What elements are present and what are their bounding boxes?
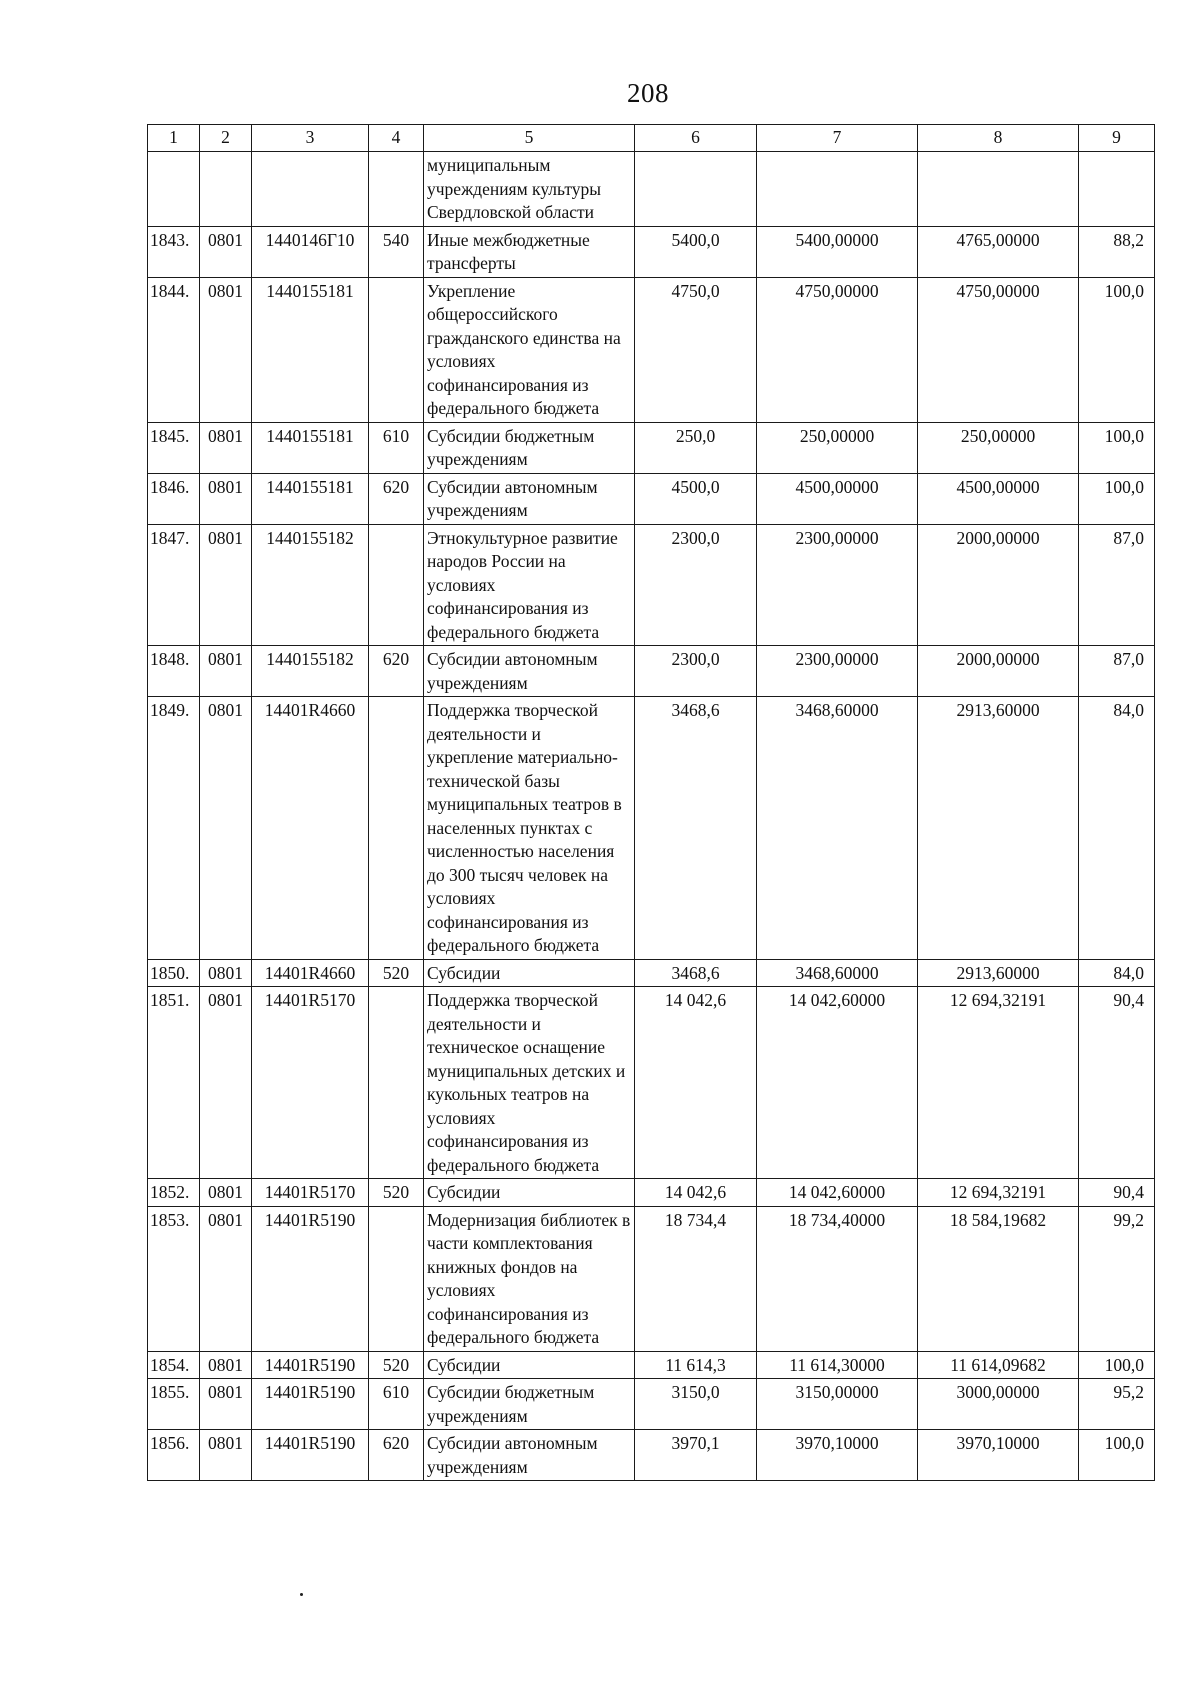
row-number-cell: 1848.: [148, 646, 200, 697]
header-row: [148, 125, 1155, 152]
expense-type-cell: 620: [369, 473, 424, 524]
table-row: [148, 152, 1155, 227]
refined-amount-cell: 3150,00000: [757, 1379, 918, 1430]
expense-type-cell: 620: [369, 646, 424, 697]
percent-cell: 100,0: [1079, 1351, 1155, 1379]
percent-cell: 87,0: [1079, 524, 1155, 646]
description-cell: Иные межбюджетные трансферты: [424, 226, 635, 277]
planned-amount-cell: 4750,0: [635, 277, 757, 422]
refined-amount-cell: 3468,60000: [757, 959, 918, 987]
percent-cell: 100,0: [1079, 422, 1155, 473]
planned-amount-cell: 14 042,6: [635, 987, 757, 1179]
planned-amount-cell: 250,0: [635, 422, 757, 473]
refined-amount-cell: 11 614,30000: [757, 1351, 918, 1379]
executed-amount-cell: 2000,00000: [918, 524, 1079, 646]
executed-amount-cell: 4750,00000: [918, 277, 1079, 422]
description-cell: Поддержка творческой деятельности и укрепление материально-технической базы муниципальных театров в населенных пунктах с численностью населения до 300 тысяч человек на условиях софинансирования из федерального бюджета: [424, 697, 635, 960]
column-header: 1: [148, 125, 200, 152]
target-article-cell: 1440155182: [252, 646, 369, 697]
executed-amount-cell: 4765,00000: [918, 226, 1079, 277]
table-row: [148, 277, 1155, 422]
planned-amount-cell: 3468,6: [635, 959, 757, 987]
description-cell: Субсидии бюджетным учреждениям: [424, 422, 635, 473]
expense-type-cell: [369, 152, 424, 227]
section-code-cell: 0801: [200, 646, 252, 697]
percent-cell: 95,2: [1079, 1379, 1155, 1430]
row-number-cell: 1843.: [148, 226, 200, 277]
description-cell: Субсидии: [424, 959, 635, 987]
executed-amount-cell: 250,00000: [918, 422, 1079, 473]
percent-cell: 84,0: [1079, 959, 1155, 987]
refined-amount-cell: 2300,00000: [757, 524, 918, 646]
table-row: [148, 473, 1155, 524]
executed-amount-cell: 11 614,09682: [918, 1351, 1079, 1379]
column-header: 9: [1079, 125, 1155, 152]
table-row: [148, 697, 1155, 960]
executed-amount-cell: [918, 152, 1079, 227]
table-row: [148, 226, 1155, 277]
percent-cell: 87,0: [1079, 646, 1155, 697]
target-article-cell: 14401R4660: [252, 959, 369, 987]
section-code-cell: 0801: [200, 1379, 252, 1430]
refined-amount-cell: 5400,00000: [757, 226, 918, 277]
table-body: [148, 152, 1155, 1481]
executed-amount-cell: 18 584,19682: [918, 1206, 1079, 1351]
description-cell: Субсидии автономным учреждениям: [424, 646, 635, 697]
expense-type-cell: 610: [369, 1379, 424, 1430]
target-article-cell: 14401R4660: [252, 697, 369, 960]
refined-amount-cell: 14 042,60000: [757, 1179, 918, 1207]
table-row: [148, 1206, 1155, 1351]
description-cell: Субсидии бюджетным учреждениям: [424, 1379, 635, 1430]
percent-cell: 84,0: [1079, 697, 1155, 960]
executed-amount-cell: 4500,00000: [918, 473, 1079, 524]
table-row: [148, 1179, 1155, 1207]
row-number-cell: 1855.: [148, 1379, 200, 1430]
section-code-cell: 0801: [200, 1206, 252, 1351]
executed-amount-cell: 12 694,32191: [918, 987, 1079, 1179]
planned-amount-cell: 5400,0: [635, 226, 757, 277]
column-header: 2: [200, 125, 252, 152]
page-number: 208: [627, 78, 669, 108]
refined-amount-cell: 2300,00000: [757, 646, 918, 697]
section-code-cell: 0801: [200, 959, 252, 987]
expense-type-cell: [369, 987, 424, 1179]
refined-amount-cell: 3468,60000: [757, 697, 918, 960]
section-code-cell: 0801: [200, 1351, 252, 1379]
planned-amount-cell: 2300,0: [635, 646, 757, 697]
planned-amount-cell: 4500,0: [635, 473, 757, 524]
percent-cell: 88,2: [1079, 226, 1155, 277]
refined-amount-cell: 14 042,60000: [757, 987, 918, 1179]
expense-type-cell: 540: [369, 226, 424, 277]
target-article-cell: 1440155181: [252, 422, 369, 473]
target-article-cell: 14401R5190: [252, 1206, 369, 1351]
percent-cell: 99,2: [1079, 1206, 1155, 1351]
description-cell: Субсидии: [424, 1179, 635, 1207]
percent-cell: 100,0: [1079, 1430, 1155, 1481]
table-row: [148, 959, 1155, 987]
row-number-cell: 1850.: [148, 959, 200, 987]
percent-cell: 100,0: [1079, 277, 1155, 422]
column-header: 4: [369, 125, 424, 152]
column-header: 7: [757, 125, 918, 152]
row-number-cell: 1844.: [148, 277, 200, 422]
target-article-cell: 1440155181: [252, 473, 369, 524]
section-code-cell: 0801: [200, 1430, 252, 1481]
expense-type-cell: [369, 1206, 424, 1351]
planned-amount-cell: [635, 152, 757, 227]
percent-cell: 90,4: [1079, 987, 1155, 1179]
column-header: 6: [635, 125, 757, 152]
table-row: [148, 1379, 1155, 1430]
table-row: [148, 987, 1155, 1179]
description-cell: Субсидии автономным учреждениям: [424, 473, 635, 524]
table-row: [148, 524, 1155, 646]
refined-amount-cell: 3970,10000: [757, 1430, 918, 1481]
planned-amount-cell: 3468,6: [635, 697, 757, 960]
planned-amount-cell: 2300,0: [635, 524, 757, 646]
expense-type-cell: 620: [369, 1430, 424, 1481]
executed-amount-cell: 3000,00000: [918, 1379, 1079, 1430]
scan-speck: [300, 1593, 303, 1596]
refined-amount-cell: [757, 152, 918, 227]
description-cell: муниципальным учреждениям культуры Свердловской области: [424, 152, 635, 227]
target-article-cell: 1440155181: [252, 277, 369, 422]
column-header: 5: [424, 125, 635, 152]
target-article-cell: 14401R5190: [252, 1430, 369, 1481]
section-code-cell: 0801: [200, 987, 252, 1179]
planned-amount-cell: 3150,0: [635, 1379, 757, 1430]
expense-type-cell: [369, 277, 424, 422]
target-article-cell: 1440146Г10: [252, 226, 369, 277]
table-row: [148, 1430, 1155, 1481]
executed-amount-cell: 2000,00000: [918, 646, 1079, 697]
description-cell: Субсидии автономным учреждениям: [424, 1430, 635, 1481]
section-code-cell: 0801: [200, 697, 252, 960]
expense-type-cell: 520: [369, 1179, 424, 1207]
expense-type-cell: 520: [369, 1351, 424, 1379]
section-code-cell: 0801: [200, 524, 252, 646]
refined-amount-cell: 250,00000: [757, 422, 918, 473]
row-number-cell: 1849.: [148, 697, 200, 960]
refined-amount-cell: 4750,00000: [757, 277, 918, 422]
expense-type-cell: [369, 524, 424, 646]
column-header: 3: [252, 125, 369, 152]
row-number-cell: 1853.: [148, 1206, 200, 1351]
row-number-cell: 1851.: [148, 987, 200, 1179]
table-row: [148, 646, 1155, 697]
section-code-cell: 0801: [200, 226, 252, 277]
expense-type-cell: 610: [369, 422, 424, 473]
row-number-cell: 1856.: [148, 1430, 200, 1481]
row-number-cell: 1847.: [148, 524, 200, 646]
percent-cell: [1079, 152, 1155, 227]
expense-type-cell: 520: [369, 959, 424, 987]
target-article-cell: 14401R5190: [252, 1379, 369, 1430]
description-cell: Этнокультурное развитие народов России на условиях софинансирования из федерального бюджета: [424, 524, 635, 646]
expense-type-cell: [369, 697, 424, 960]
description-cell: Модернизация библиотек в части комплектования книжных фондов на условиях софинансирования из федерального бюджета: [424, 1206, 635, 1351]
refined-amount-cell: 4500,00000: [757, 473, 918, 524]
section-code-cell: [200, 152, 252, 227]
refined-amount-cell: 18 734,40000: [757, 1206, 918, 1351]
row-number-cell: [148, 152, 200, 227]
target-article-cell: 14401R5190: [252, 1351, 369, 1379]
executed-amount-cell: 2913,60000: [918, 697, 1079, 960]
table-row: [148, 1351, 1155, 1379]
description-cell: Укрепление общероссийского гражданского единства на условиях софинансирования из федерального бюджета: [424, 277, 635, 422]
planned-amount-cell: 11 614,3: [635, 1351, 757, 1379]
target-article-cell: 14401R5170: [252, 987, 369, 1179]
percent-cell: 90,4: [1079, 1179, 1155, 1207]
planned-amount-cell: 18 734,4: [635, 1206, 757, 1351]
planned-amount-cell: 14 042,6: [635, 1179, 757, 1207]
percent-cell: 100,0: [1079, 473, 1155, 524]
description-cell: Поддержка творческой деятельности и техническое оснащение муниципальных детских и кукольных театров на условиях софинансирования из федерального бюджета: [424, 987, 635, 1179]
section-code-cell: 0801: [200, 473, 252, 524]
description-cell: Субсидии: [424, 1351, 635, 1379]
planned-amount-cell: 3970,1: [635, 1430, 757, 1481]
row-number-cell: 1845.: [148, 422, 200, 473]
section-code-cell: 0801: [200, 277, 252, 422]
section-code-cell: 0801: [200, 422, 252, 473]
target-article-cell: 1440155182: [252, 524, 369, 646]
row-number-cell: 1852.: [148, 1179, 200, 1207]
column-header: 8: [918, 125, 1079, 152]
executed-amount-cell: 2913,60000: [918, 959, 1079, 987]
executed-amount-cell: 12 694,32191: [918, 1179, 1079, 1207]
section-code-cell: 0801: [200, 1179, 252, 1207]
row-number-cell: 1846.: [148, 473, 200, 524]
row-number-cell: 1854.: [148, 1351, 200, 1379]
target-article-cell: 14401R5170: [252, 1179, 369, 1207]
target-article-cell: [252, 152, 369, 227]
table-row: [148, 422, 1155, 473]
budget-table: [147, 124, 1155, 1481]
executed-amount-cell: 3970,10000: [918, 1430, 1079, 1481]
